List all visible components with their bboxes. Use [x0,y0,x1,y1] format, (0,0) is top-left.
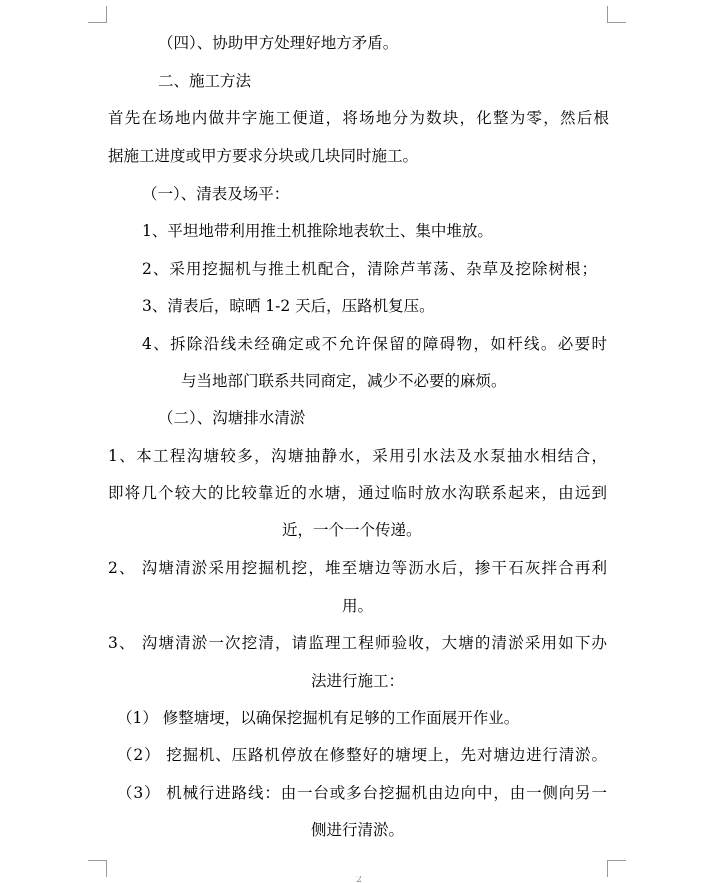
subheading-1: （一）、清表及场平： [142,185,290,203]
paragraph-line: 用。 [341,597,373,615]
list-item: 2、采用挖掘机与推土机配合，清除芦苇荡、杂草及挖除树根； [142,260,597,278]
page-number: 2 [356,876,362,883]
crop-mark-top-left [88,6,107,23]
list-item-continuation: 与当地部门联系共同商定，减少不必要的麻烦。 [181,372,507,390]
subheading-2: （二）、沟塘排水清淤 [158,409,306,427]
list-item: （1） 修整塘埂，以确保挖掘机有足够的工作面展开作业。 [117,709,520,727]
crop-mark-bottom-left [88,860,107,877]
list-item: （3） 机械行进路线：由一台或多台挖掘机由边向中，由一侧向另一 [117,784,607,802]
crop-mark-top-right [607,6,626,23]
paragraph-line: 首先在场地内做井字施工便道，将场地分为数块，化整为零，然后根 [108,109,609,127]
list-item: （2） 挖掘机、压路机停放在修整好的塘埂上，先对塘边进行清淤。 [117,746,607,764]
list-item-continuation: 侧进行清淤。 [310,821,404,839]
section-heading-2: 二、施工方法 [158,72,252,90]
paragraph-line: 3、 沟塘清淤一次挖清，请监理工程师验收，大塘的清淤采用如下办 [108,634,607,652]
paragraph-line: 1、本工程沟塘较多，沟塘抽静水，采用引水法及水泵抽水相结合， [108,447,607,465]
crop-mark-bottom-right [607,860,626,877]
paragraph-line: 法进行施工： [310,672,404,690]
paragraph-line: 即将几个较大的比较靠近的水塘，通过临时放水沟联系起来，由远到 [108,484,607,502]
list-item: 3、清表后，晾晒 1-2 天后，压路机复压。 [142,297,435,315]
list-item: 4、拆除沿线未经确定或不允许保留的障碍物，如杆线。必要时 [142,335,607,353]
paragraph-line: 据施工进度或甲方要求分块或几块同时施工。 [108,147,419,165]
paragraph-line: 2、 沟塘清淤采用挖掘机挖，堆至塘边等沥水后，掺干石灰拌合再利 [108,559,607,577]
list-item: 1、平坦地带利用推土机推除地表软土、集中堆放。 [142,222,493,240]
paragraph-line: 近，一个一个传递。 [282,521,422,539]
subheading-4: （四）、协助甲方处理好地方矛盾。 [158,34,399,52]
